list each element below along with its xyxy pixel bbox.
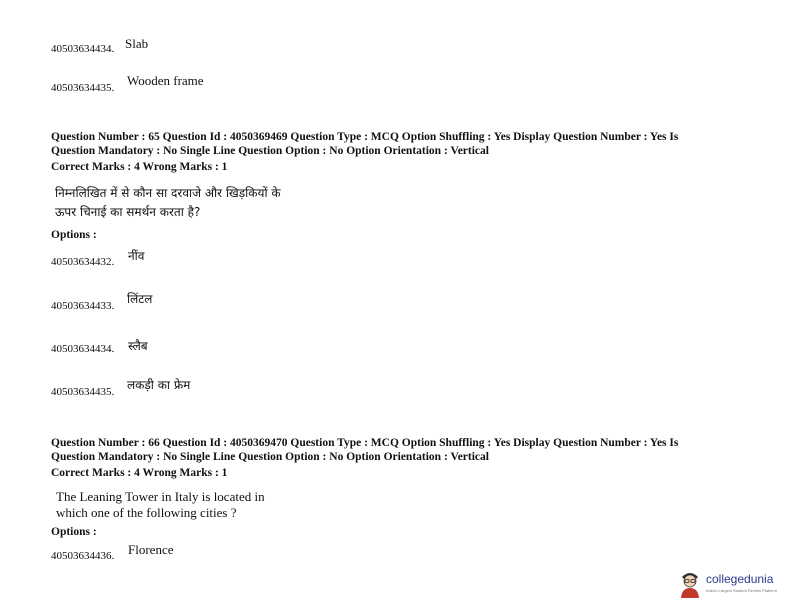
- option-text: Florence: [128, 542, 174, 557]
- options-label: Options :: [51, 229, 97, 241]
- option-text: लिंटल: [127, 292, 153, 306]
- option-text: Slab: [125, 36, 149, 51]
- question-meta-line: Question Mandatory : No Single Line Question Option : No Option Orientation : Vertical: [51, 451, 489, 463]
- question-meta-line: Question Number : 65 Question Id : 4050369469 Question Type : MCQ Option Shuffling : Yes Display Question Number : Yes Is: [51, 131, 679, 143]
- question-text-line: which one of the following cities ?: [56, 505, 237, 520]
- option-number: 40503634435.: [51, 386, 115, 398]
- option-text: नींव: [128, 249, 145, 263]
- question-meta-line: Question Number : 66 Question Id : 4050369470 Question Type : MCQ Option Shuffling : Yes Display Question Number : Yes Is: [51, 437, 679, 449]
- option-number: 40503634435.: [51, 82, 115, 94]
- question-marks: Correct Marks : 4 Wrong Marks : 1: [51, 467, 228, 479]
- option-number: 40503634436.: [51, 550, 115, 562]
- watermark-tagline: India's Largest Student Review Platform: [706, 588, 778, 593]
- option-text: स्लैब: [128, 339, 148, 353]
- student-avatar-icon: [678, 568, 702, 598]
- option-text: Wooden frame: [127, 73, 204, 88]
- option-number: 40503634433.: [51, 300, 115, 312]
- option-text: लकड़ी का फ्रेम: [127, 378, 191, 392]
- option-number: 40503634432.: [51, 256, 115, 268]
- options-label: Options :: [51, 526, 97, 538]
- question-text-line: ऊपर चिनाई का समर्थन करता है?: [55, 205, 201, 219]
- option-number: 40503634434.: [51, 343, 115, 355]
- option-number: 40503634434.: [51, 43, 115, 55]
- question-text-line: निम्नलिखित में से कौन सा दरवाजे और खिड़कियों के: [55, 186, 281, 200]
- watermark-name: collegedunia: [706, 572, 774, 586]
- question-text-line: The Leaning Tower in Italy is located in: [56, 489, 265, 504]
- collegedunia-watermark: [678, 566, 788, 602]
- question-meta-line: Question Mandatory : No Single Line Question Option : No Option Orientation : Vertical: [51, 145, 489, 157]
- question-marks: Correct Marks : 4 Wrong Marks : 1: [51, 161, 228, 173]
